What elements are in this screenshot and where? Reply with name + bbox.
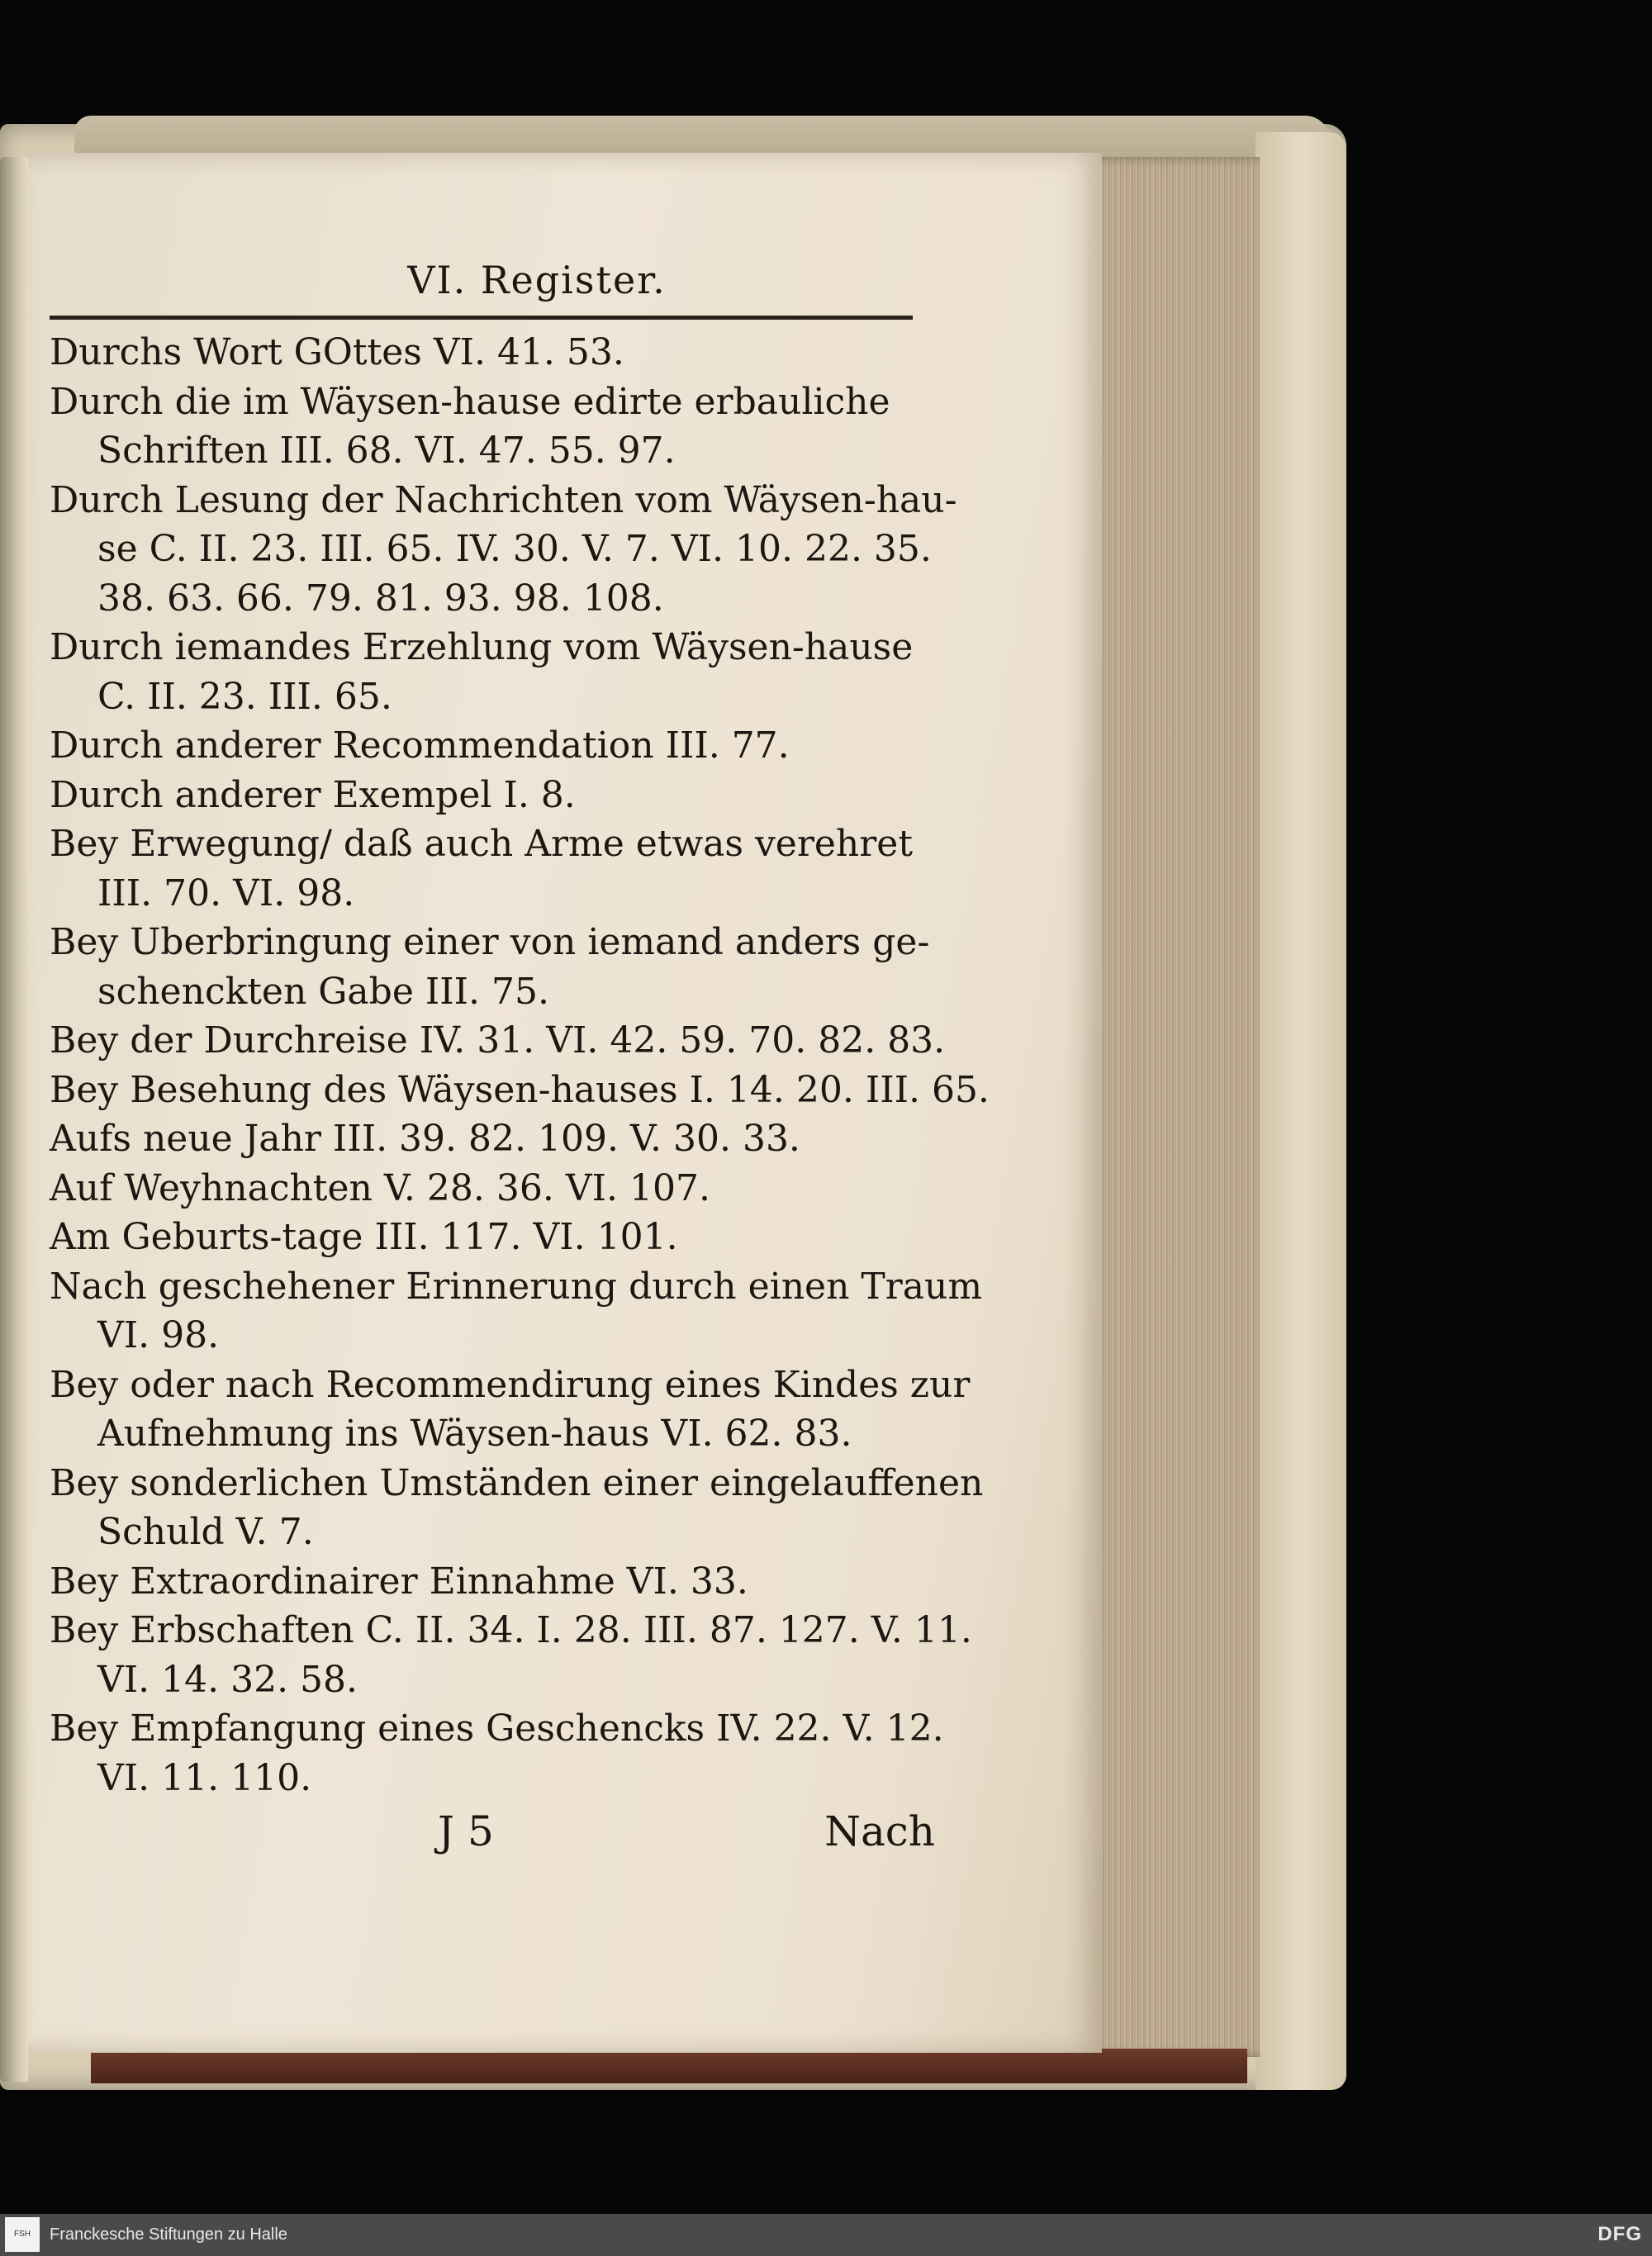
entry-line: Am Geburts-tage III. 117. VI. 101. (50, 1216, 678, 1258)
register-entry (50, 476, 957, 624)
entry-line: Durch Lesung der Nachrichten vom Wäysen-hau- (50, 478, 957, 521)
entry-line: Durchs Wort GOttes VI. 41. 53. (50, 331, 624, 373)
register-entry (50, 623, 925, 721)
book-cover-right (1256, 132, 1346, 2090)
register-entry (50, 1459, 984, 1557)
page-edges (1082, 157, 1260, 2057)
register-entry (50, 378, 925, 476)
register-entry (50, 1361, 971, 1459)
register-entry (50, 771, 925, 820)
register-entry (50, 1164, 925, 1213)
register-entries (50, 328, 990, 1802)
entry-continuation-line: se C. II. 23. III. 65. IV. 30. V. 7. VI. 10. 22. 35. (97, 528, 932, 570)
catchword: Nach (824, 1807, 935, 1855)
register-entry (50, 1066, 990, 1115)
register-entry (50, 1262, 983, 1361)
entry-continuation-line: Aufnehmung ins Wäysen-haus VI. 62. 83. (97, 1413, 852, 1455)
register-entry (50, 819, 925, 918)
page-footer (50, 1807, 935, 1865)
entry-continuation-line: Schuld V. 7. (97, 1511, 314, 1553)
entry-continuation-line: Schriften III. 68. VI. 47. 55. 97. (97, 430, 676, 472)
entry-line: Durch anderer Recommendation III. 77. (50, 724, 790, 767)
register-entry (50, 328, 925, 378)
register-entry (50, 1557, 925, 1607)
entry-line: Bey sonderlichen Umständen einer eingelauffenen (50, 1461, 984, 1504)
register-entry (50, 1606, 972, 1704)
register-entry (50, 1016, 946, 1066)
entry-line: Durch die im Wäysen-hause edirte erbauliche (50, 380, 890, 423)
institution-name: Franckesche Stiftungen zu Halle (50, 2225, 287, 2244)
entry-line: Bey Uberbringung einer von iemand anders ge- (50, 921, 930, 963)
entry-continuation-line: schenckten Gabe III. 75. (97, 970, 549, 1013)
entry-continuation-line: VI. 11. 110. (97, 1756, 312, 1799)
entry-line: Nach geschehener Erinnerung durch einen Traum (50, 1265, 983, 1308)
entry-line: Bey der Durchreise IV. 31. VI. 42. 59. 70. 82. 83. (50, 1019, 946, 1062)
register-entry (50, 1704, 944, 1802)
register-entry (50, 918, 930, 1016)
entry-continuation-line: III. 70. VI. 98. (97, 872, 355, 914)
register-entry (50, 1114, 925, 1164)
entry-line: Aufs neue Jahr III. 39. 82. 109. V. 30. 33. (50, 1118, 800, 1160)
register-entry (50, 1213, 925, 1262)
page-text (50, 256, 990, 1865)
entry-line: Bey oder nach Recommendirung eines Kindes zur (50, 1363, 971, 1406)
signature-mark: J 5 (438, 1807, 494, 1855)
viewer-footer-bar (0, 2214, 1652, 2256)
entry-line: Durch iemandes Erzehlung vom Wäysen-hause (50, 626, 914, 668)
entry-continuation-line: VI. 98. (97, 1314, 220, 1356)
entry-line: Bey Erwegung/ daß auch Arme etwas verehret (50, 823, 913, 865)
book-bottom-edge (91, 2049, 1247, 2083)
entry-continuation-line: 38. 63. 66. 79. 81. 93. 98. 108. (97, 577, 664, 620)
entry-line: Auf Weyhnachten V. 28. 36. VI. 107. (50, 1166, 710, 1209)
entry-line: Bey Besehung des Wäysen-hauses I. 14. 20. III. 65. (50, 1068, 990, 1111)
register-entry (50, 721, 925, 771)
entry-continuation-line: C. II. 23. III. 65. (97, 675, 392, 718)
running-head: VI. Register. (407, 258, 667, 302)
book-left-edge (0, 157, 28, 2082)
dfg-logo[interactable]: DFG (1597, 2223, 1642, 2245)
institution-logo[interactable]: FSH (5, 2217, 40, 2252)
header-rule (50, 316, 913, 320)
entry-line: Bey Erbschaften C. II. 34. I. 28. III. 87. 127. V. 11. (50, 1609, 972, 1651)
entry-line: Bey Extraordinairer Einnahme VI. 33. (50, 1560, 748, 1603)
entry-line: Durch anderer Exempel I. 8. (50, 773, 576, 816)
entry-continuation-line: VI. 14. 32. 58. (97, 1658, 358, 1701)
entry-line: Bey Empfangung eines Geschencks IV. 22. V. 12. (50, 1707, 944, 1750)
